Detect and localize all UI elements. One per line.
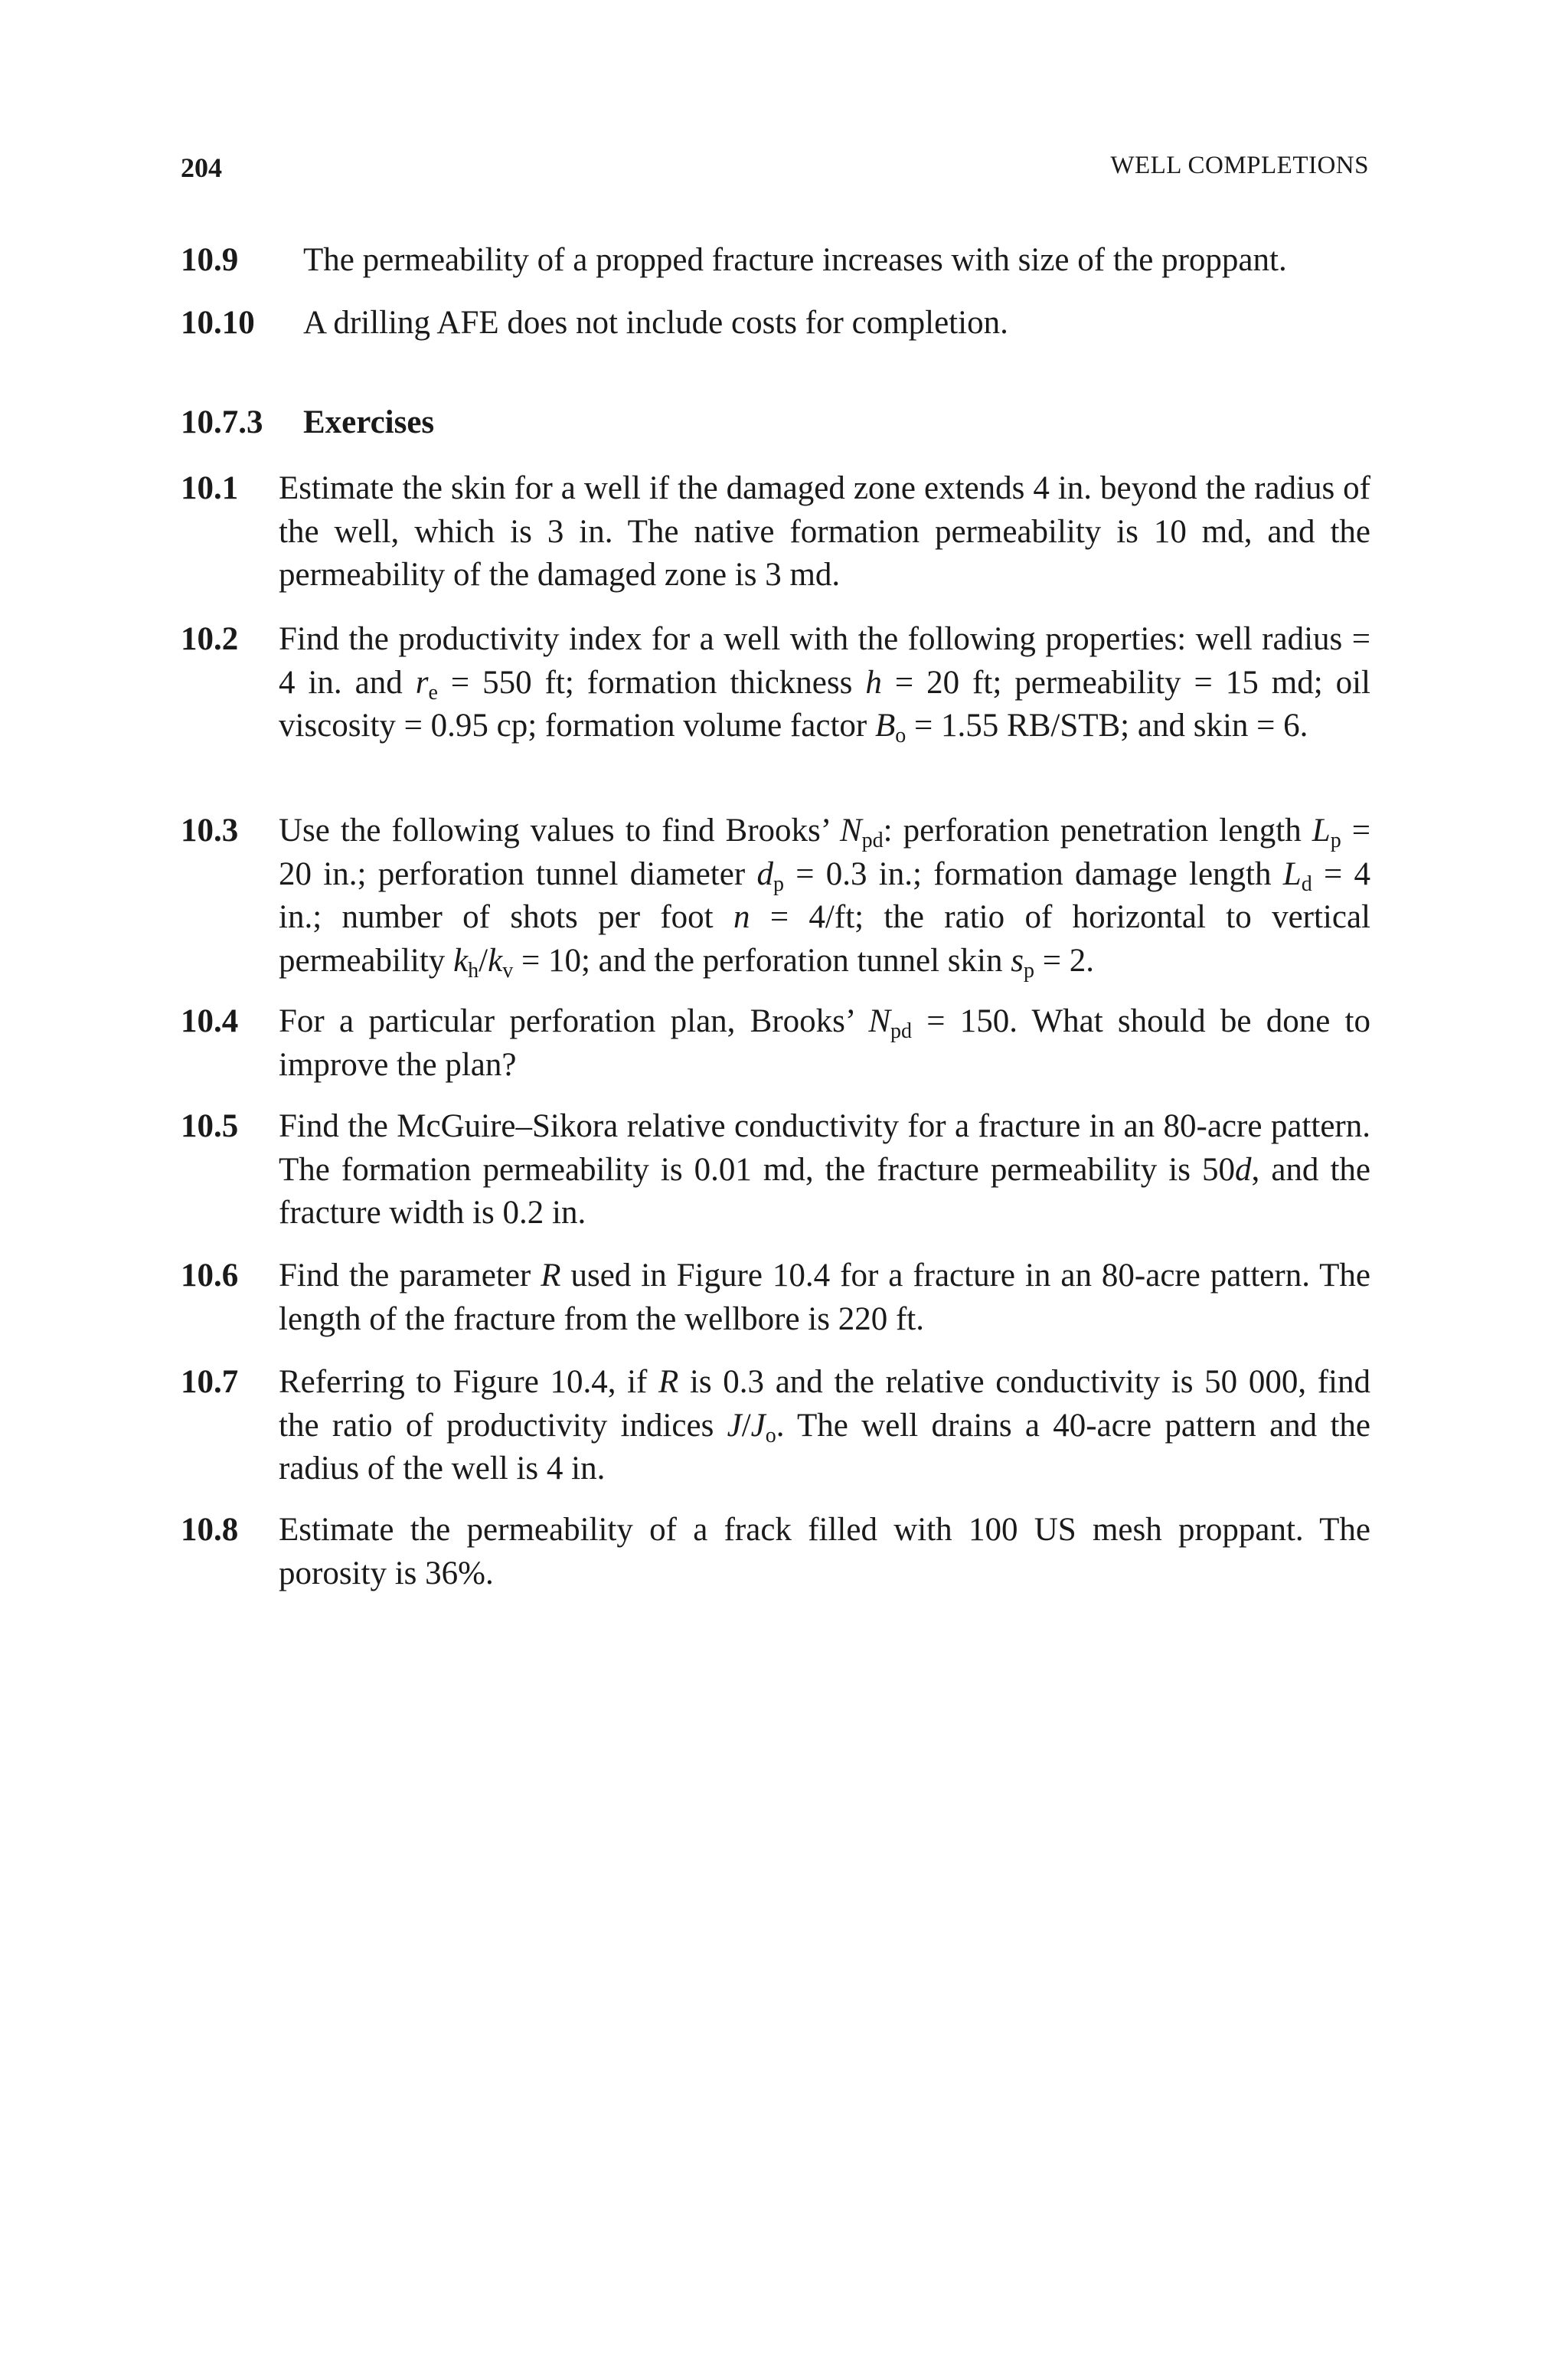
- exercise-text: Use the following values to find Brooks’ $N_{pd}$: perforation penetration length $L_p = 20$ in.; perforation tunnel diameter $d_p = 0.3$ in.; formation damage length $L_d = 4$ in.; number of shots per foot n = 4/ft; the ratio of horizontal to vertical permeability $k_h/k_v = 10$; and the perforation tunnel skin $s_p = 2$.: [279, 813, 1371, 983]
- exercise-text: Estimate the permeability of a frack filled with 100 US mesh proppant. The porosity is 36%.: [279, 1512, 1370, 1591]
- running-head: [181, 152, 1369, 190]
- section-number: 10.7.3: [181, 404, 263, 440]
- exercise-number: 10.2: [181, 621, 239, 657]
- exercise-number: 10.7: [181, 1364, 239, 1400]
- exercise-item: [181, 1361, 1370, 1491]
- statement-text: The permeability of a propped fracture increases with size of the proppant.: [303, 242, 1287, 278]
- exercise-item: [181, 1000, 1370, 1087]
- exercise-item: [181, 1509, 1370, 1595]
- exercise-item: [181, 467, 1370, 597]
- exercise-number: 10.8: [181, 1512, 239, 1548]
- exercise-number: 10.5: [181, 1108, 239, 1144]
- exercise-item: [181, 810, 1370, 983]
- section-title: Exercises: [303, 404, 435, 440]
- exercise-item: [181, 1105, 1370, 1235]
- exercise-number: 10.4: [181, 1003, 239, 1039]
- running-title: WELL COMPLETIONS: [1110, 152, 1369, 179]
- exercise-text: Find the productivity index for a well with the following properties: well radius = 4 in. and $r_e = 550$ ft; formation thickness h = 20 ft; permeability = 15 md; oil viscosity = 0.95 cp; formation volume factor $B_o = 1.55$ RB/STB; and skin = 6.: [279, 621, 1371, 747]
- statement-text: A drilling AFE does not include costs for completion.: [303, 305, 1008, 341]
- exercise-number: 10.3: [181, 813, 239, 849]
- exercise-item: [181, 618, 1370, 748]
- exercise-text: Find the parameter R used in Figure 10.4 for a fracture in an 80-acre pattern. The length of the fracture from the wellbore is 220 ft.: [279, 1258, 1370, 1337]
- exercise-number: 10.6: [181, 1258, 239, 1294]
- exercise-number: 10.1: [181, 470, 239, 506]
- exercise-text: For a particular perforation plan, Brooks’ $N_{pd} = 150$. What should be done to improve the plan?: [279, 1003, 1370, 1083]
- exercise-item: [181, 1254, 1370, 1341]
- statement-number: 10.10: [181, 305, 255, 341]
- page-number: 204: [181, 152, 222, 183]
- exercise-text: Find the McGuire–Sikora relative conductivity for a fracture in an 80-acre pattern. The formation permeability is 0.01 md, the fracture permeability is 50d, and the fracture width is 0.2 in.: [279, 1108, 1370, 1231]
- statement-number: 10.9: [181, 242, 239, 278]
- exercise-text: Estimate the skin for a well if the damaged zone extends 4 in. beyond the radius of the well, which is 3 in. The native formation permeability is 10 md, and the permeability of the damaged zone is 3 md.: [279, 470, 1370, 593]
- exercise-text: Referring to Figure 10.4, if R is 0.3 and the relative conductivity is 50 000, find the ratio of productivity indices $J/J_o$. The well drains a 40-acre pattern and the radius of the well is 4 in.: [279, 1364, 1371, 1487]
